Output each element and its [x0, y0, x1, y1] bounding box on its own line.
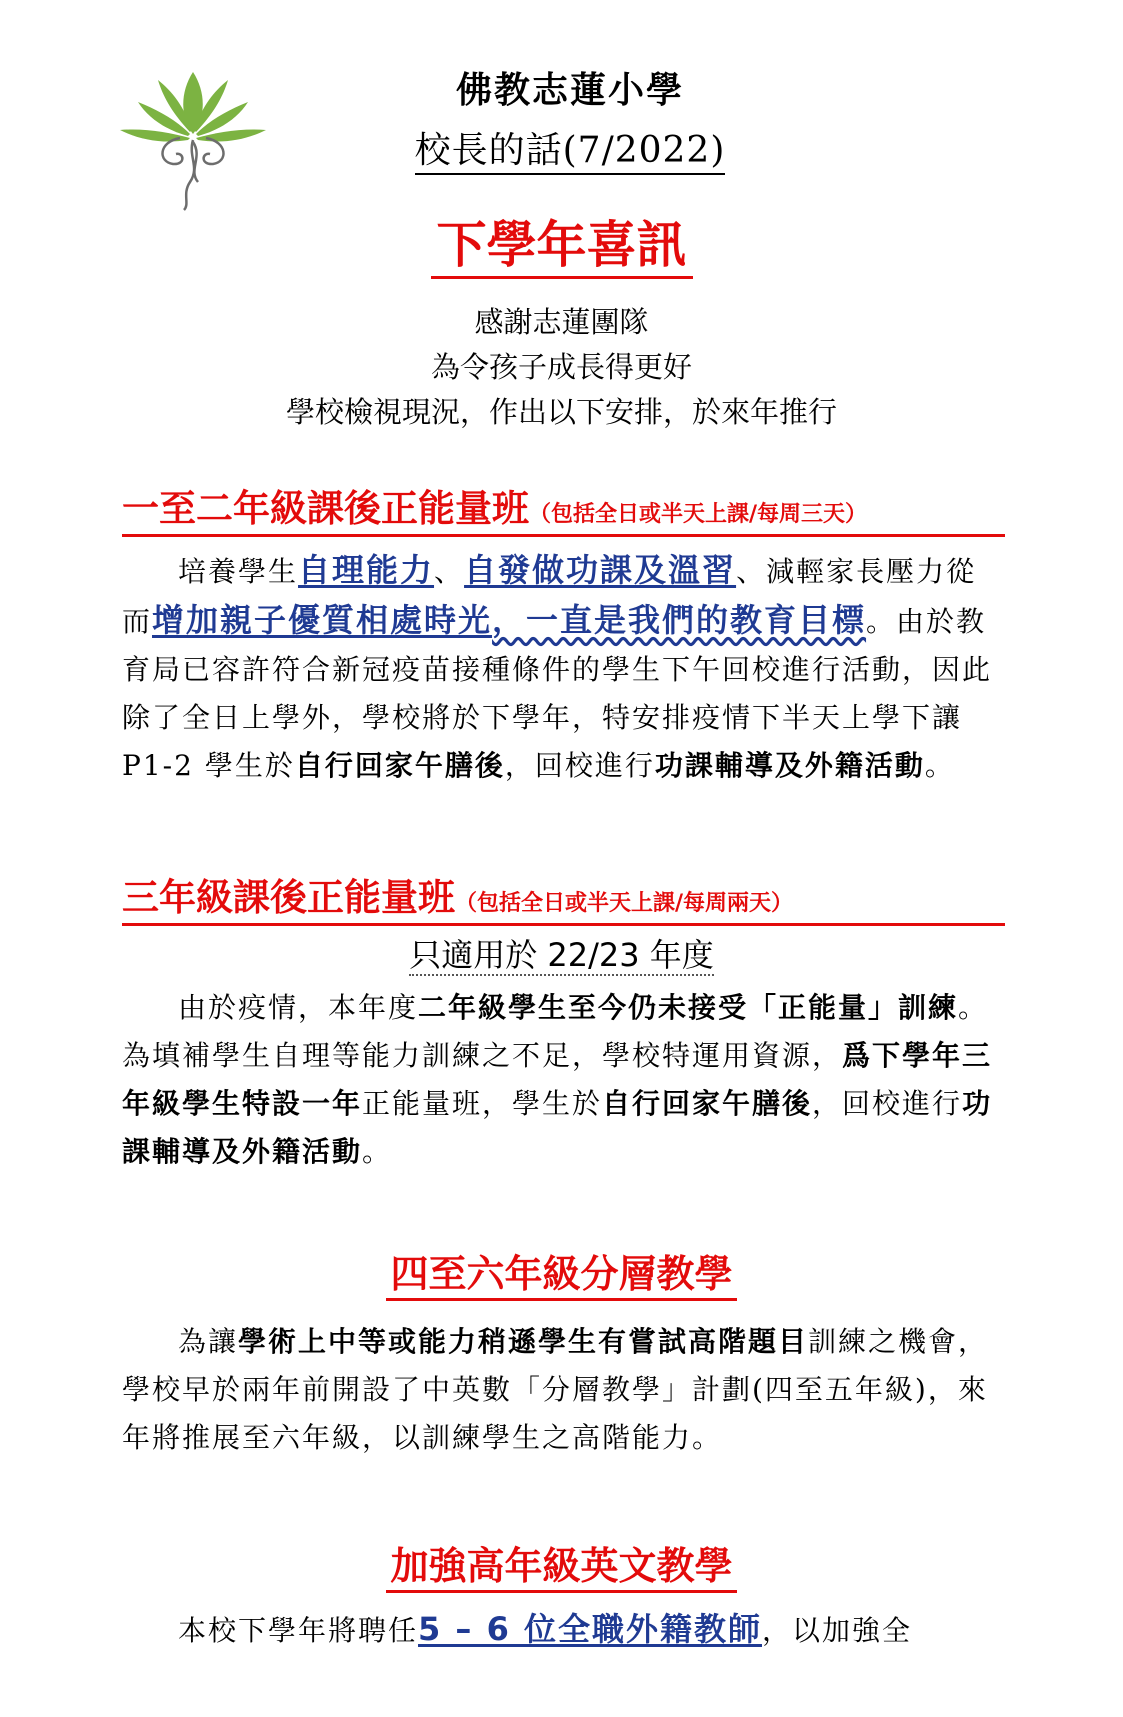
section-paragraph: 培養學生自理能力、自發做功課及溫習、減輕家長壓力從而增加親子優質相處時光，一直是我們的教育目標。由於教育局已容許符合新冠疫苗接種條件的學生下午回校進行活動，因此除了全日上學外，學校將於下學年，特安排疫情下半天上學下讓 P1-2 學生於自行回家午膳後，回校進行功課輔導及外籍活動。: [122, 551, 993, 782]
section-subtitle: 只適用於 22/23 年度: [409, 936, 714, 974]
intro-line: 感謝志蓮團隊: [474, 305, 649, 339]
section-paragraph: 為讓學術上中等或能力稍遜學生有嘗試高階題目訓練之機會，學校早於兩年前開設了中英數「分層教學」計劃(四至五年級)，來年將推展至六年級，以訓練學生之高階能力。: [122, 1325, 989, 1454]
school-logo: [118, 52, 268, 212]
section-heading: 加強高年級英文教學: [0, 1535, 1123, 1590]
section-heading: 四至六年級分層教學: [0, 1243, 1123, 1298]
lotus-icon: [118, 52, 268, 212]
message-title: 校長的話(7/2022): [380, 122, 760, 173]
intro-line: 學校檢視現況，作出以下安排，於來年推行: [285, 395, 837, 429]
section-paragraph: 本校下學年將聘任5 – 6 位全職外籍教師，以加強全: [178, 1610, 912, 1648]
section-heading: 三年級課後正能量班（包括全日或半天上課/每周兩天）: [122, 867, 1005, 926]
school-name: 佛教志蓮小學: [455, 69, 684, 111]
section-heading: 一至二年級課後正能量班（包括全日或半天上課/每周三天）: [122, 478, 1005, 537]
page-title: 下學年喜訊: [0, 205, 1123, 277]
intro-line: 為令孩子成長得更好: [430, 350, 692, 384]
section-paragraph: 由於疫情，本年度二年級學生至今仍未接受「正能量」訓練。為填補學生自理等能力訓練之不足，學校特運用資源，爲下學年三年級學生特設一年正能量班，學生於自行回家午膳後，回校進行功課輔導及外籍活動。: [122, 991, 993, 1168]
